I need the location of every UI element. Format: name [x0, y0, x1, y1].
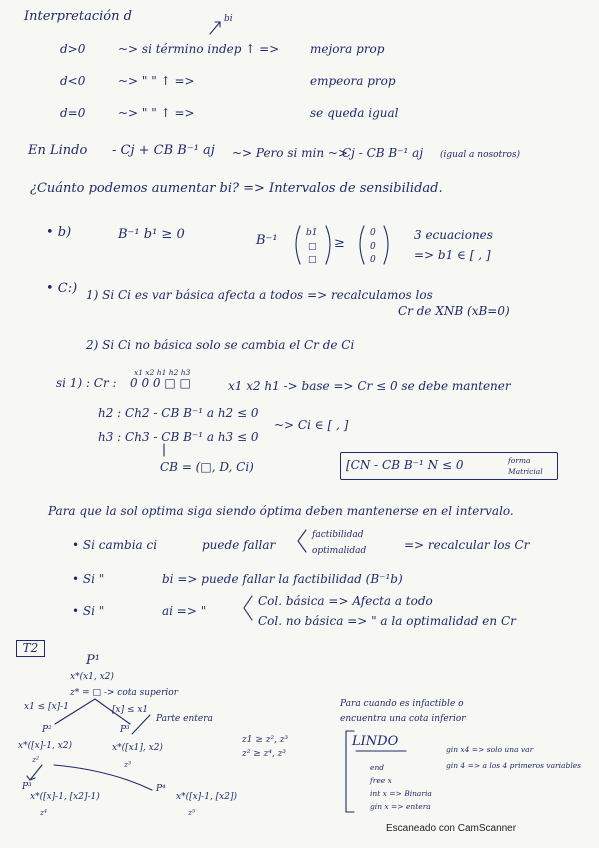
h2-condition: h2 : Ch2 - CB B⁻¹ a h2 ≤ 0 — [98, 406, 259, 420]
lindo-box-bracket — [346, 731, 354, 812]
parte-entera-arrow — [132, 715, 150, 734]
notes-title: Interpretación d — [24, 9, 132, 24]
matrix-col1-r3: □ — [308, 255, 317, 265]
matrix-col2-r2: 0 — [370, 242, 376, 252]
tree-p4-solution: x*([x]-1, [x2]) — [176, 792, 238, 802]
tree-p3-label: P³ — [120, 725, 130, 735]
tree-p3-solution-2: x*([x]-1, [x2]-1) — [30, 792, 100, 802]
lindo-label: En Lindo — [28, 143, 88, 158]
part-c-case1b: Cr de XNB (xB=0) — [398, 304, 510, 318]
part-b-inequality: B⁻¹ b¹ ≥ 0 — [118, 227, 185, 242]
tree-inequality-2: z² ≥ z⁴, z³ — [242, 749, 287, 759]
matrix-form-expr: [CN - CB B⁻¹ N ≤ 0 — [346, 458, 464, 472]
interp-mid-1: ~> si término indep ↑ => — [118, 42, 280, 56]
sensitivity-question: ¿Cuánto podemos aumentar bi? => Intervalos de sensibilidad. — [30, 181, 443, 196]
matrix-left-paren-2 — [360, 226, 364, 264]
interp-result-3: se queda igual — [310, 106, 399, 120]
bullet-2-text: bi => puede fallar la factibilidad (B⁻¹b) — [162, 572, 403, 586]
part-b-label: • b) — [46, 225, 72, 240]
lindo-box-line-1: end — [370, 763, 385, 772]
tree-z-star: z* = □ -> cota superior — [70, 688, 179, 698]
bullet-1-mid: puede fallar — [202, 538, 276, 552]
bi-pointer-arrow — [210, 22, 220, 34]
part-c-case2: 2) Si Ci no básica solo se cambia el Cr de Ci — [86, 338, 355, 352]
bi-annotation: bi — [224, 14, 233, 24]
lindo-box-note-2: gin 4 => a los 4 primeros variables — [446, 761, 581, 770]
part-b-interval: => b1 ∈ [ , ] — [414, 248, 491, 262]
matrix-col1-r2: □ — [308, 242, 317, 252]
tree-p3-solution: x*([x1], x2) — [112, 743, 163, 753]
part-c-case1: 1) Si Ci es var básica afecta a todos => recalculamos los — [86, 288, 433, 302]
lindo-box-note-1: gin x4 => solo una var — [446, 745, 534, 754]
interp-result-1: mejora prop — [310, 42, 385, 56]
tree-parte-entera: Parte entera — [156, 714, 213, 724]
tree-inequality-1: z1 ≥ z², z³ — [242, 735, 289, 745]
tree-z3: z³ — [124, 760, 131, 769]
matrix-ge: ≥ — [334, 236, 345, 251]
interp-mid-2: ~> " " ↑ => — [118, 74, 195, 88]
lindo-note: (igual a nosotros) — [440, 150, 520, 160]
tree-p4: P⁴ — [156, 784, 166, 794]
part-b-equations-note: 3 ecuaciones — [414, 228, 493, 242]
interp-result-2: empeora prop — [310, 74, 396, 88]
matrix-left-paren-1 — [296, 226, 300, 264]
bullet-1-brace — [298, 530, 306, 552]
bullet-2-lead: • Si " — [72, 572, 105, 586]
bullet-3-text: ai => " — [162, 604, 207, 618]
lindo-box-title: LINDO — [352, 734, 399, 749]
lindo-box-line-3: int x => Binaria — [370, 789, 432, 798]
ci-interval: ~> Ci ∈ [ , ] — [274, 418, 349, 432]
tree-left-cond: x1 ≤ [x]-1 — [24, 702, 69, 712]
tree-z4: z⁴ — [40, 808, 47, 817]
matrix-form-note-2: Matricial — [508, 467, 543, 476]
bullet-1-option-1: factibilidad — [312, 530, 364, 540]
matrix-col1-r1: b1 — [306, 228, 318, 238]
h3-condition: h3 : Ch3 - CB B⁻¹ a h3 ≤ 0 — [98, 430, 259, 444]
interp-d-2: d<0 — [60, 74, 86, 88]
si1-label: si 1) : Cr : — [56, 376, 117, 390]
bullet-3-option-2: Col. no básica => " a la optimalidad en Cr — [258, 614, 516, 628]
si1-vals: 0 0 0 □ □ — [130, 376, 191, 390]
bullet-1-option-2: optimalidad — [312, 546, 367, 556]
optimality-paragraph: Para que la sol optima siga siendo óptima deben mantenerse en el intervalo. — [48, 504, 514, 518]
lindo-expr2: Cj - CB B⁻¹ aj — [342, 146, 424, 160]
infeasible-note-1: Para cuando es infactible o — [340, 699, 464, 709]
bullet-1-tail: => recalcular los Cr — [404, 538, 530, 552]
lindo-arrow: ~> Pero si min ~> — [232, 146, 349, 160]
interp-mid-3: ~> " " ↑ => — [118, 106, 195, 120]
matrix-right-paren-2 — [384, 226, 388, 264]
tree-p2-solution: x*([x]-1, x2) — [18, 741, 72, 751]
tree-branch-p3 — [30, 765, 42, 780]
tree-p2: P² — [42, 725, 52, 735]
scanner-watermark: Escaneado con CamScanner — [386, 823, 517, 834]
matrix-right-paren-1 — [326, 226, 330, 264]
tree-x-star: x*(x1, x2) — [70, 672, 114, 682]
si1-vars: x1 x2 h1 h2 h3 — [134, 368, 191, 377]
bullet-3-lead: • Si " — [72, 604, 105, 618]
interp-d-3: d=0 — [60, 106, 86, 120]
bullet-3-option-1: Col. básica => Afecta a todo — [258, 594, 433, 608]
tree-z2: z² — [32, 755, 39, 764]
matrix-col2-r1: 0 — [370, 228, 376, 238]
part-b-matrix-prefix: B⁻¹ — [256, 233, 278, 248]
infeasible-note-2: encuentra una cota inferior — [340, 714, 466, 724]
tree-branch-p4 — [54, 765, 152, 790]
section-t2-tag: T2 — [16, 640, 45, 657]
matrix-form-note-1: forma — [508, 456, 531, 465]
tree-branch-right — [95, 699, 130, 724]
tree-p3: P³ — [22, 782, 32, 792]
part-c-label: • C:) — [46, 281, 78, 296]
tree-branch-left — [55, 699, 95, 724]
tree-right-cond: [x] ≤ x1 — [112, 705, 149, 715]
bullet-3-brace — [244, 596, 252, 620]
matrix-col2-r3: 0 — [370, 255, 376, 265]
lindo-box-line-4: gin x => entera — [370, 802, 431, 811]
bullet-1-lead: • Si cambia ci — [72, 538, 158, 552]
lindo-box-line-2: free x — [370, 776, 392, 785]
cb-vector: CB = (□, D, Ci) — [160, 460, 254, 474]
si1-rest: x1 x2 h1 -> base => Cr ≤ 0 se debe mantener — [228, 379, 511, 393]
lindo-expr: - Cj + CB B⁻¹ aj — [112, 143, 215, 158]
interp-d-1: d>0 — [60, 42, 86, 56]
tree-z5: z⁵ — [188, 808, 195, 817]
tree-p1: P¹ — [86, 653, 100, 668]
